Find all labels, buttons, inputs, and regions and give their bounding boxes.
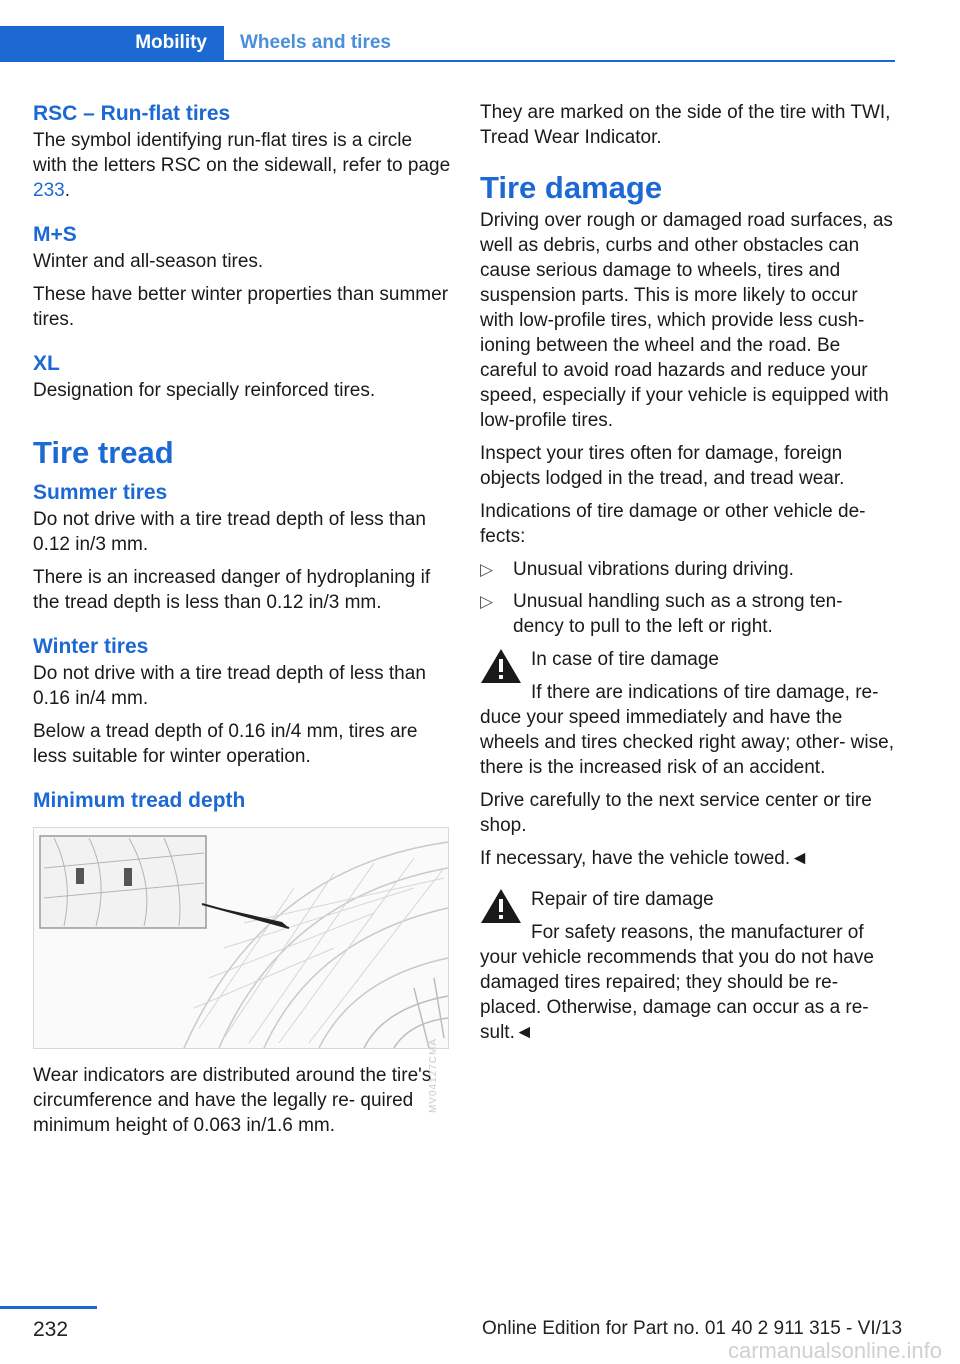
warning-1-paragraph-1: If there are indications of tire damage, re- duce your speed immediately and have the wheels and tires checked right away; other- wise, there is the increased risk of an accident. [480, 682, 894, 778]
warning-tire-damage [480, 647, 894, 879]
list-item: ▷ Unusual handling such as a strong ten- dency to pull to the left or right. [480, 591, 843, 637]
list-item: ▷ Unusual vibrations during driving. [480, 559, 794, 580]
winter-paragraph-1: Do not drive with a tire tread depth of less than 0.16 in/4 mm. [33, 663, 426, 709]
footer-divider [0, 1306, 97, 1309]
min-tread-paragraph: Wear indicators are distributed around the tire's circumference and have the legally re- quired minimum height of 0.063 in/1.6 mm. [33, 1065, 432, 1136]
left-column [33, 100, 451, 1146]
edition-footer: Online Edition for Part no. 01 40 2 911 315 - VI/13 [482, 1318, 903, 1339]
rsc-heading: RSC – Run-flat tires [33, 102, 231, 125]
page-number: 232 [33, 1318, 69, 1341]
damage-paragraph-3: Indications of tire damage or other vehicle de- fects: [480, 501, 866, 547]
warning-triangle-icon [480, 647, 522, 685]
tire-illustration [34, 828, 448, 1048]
ms-paragraph-1: Winter and all-season tires. [33, 251, 264, 272]
rsc-text-a: The symbol identifying run-flat tires is a circle with the letters RSC on the sidewall, refer to page [33, 130, 451, 176]
minimum-tread-depth-heading: Minimum tread depth [33, 789, 246, 812]
right-column [480, 100, 894, 1061]
warning-repair-of-tire-damage [480, 887, 894, 1053]
xl-paragraph: Designation for specially reinforced tires. [33, 380, 376, 401]
figure-code: MV04127CMA [428, 1038, 439, 1114]
site-watermark: carmanualsonline.info [727, 1338, 942, 1363]
page-233-link[interactable]: 233 [33, 180, 65, 201]
twi-paragraph: They are marked on the side of the tire with TWI, Tread Wear Indicator. [480, 102, 891, 148]
header-divider [0, 60, 895, 62]
tire-damage-heading: Tire damage [480, 170, 663, 205]
damage-paragraph-2: Inspect your tires often for damage, foreign objects lodged in the tread, and tread wear. [480, 443, 845, 489]
warning-2-paragraph-1: For safety reasons, the manufacturer of your vehicle recommends that you do not have damaged tires repaired; they should be re- placed. Otherwise, damage can occur as a re- sult.◄ [480, 922, 874, 1043]
damage-paragraph-1: Driving over rough or damaged road surfaces, as well as debris, curbs and other obstacles can cause serious damage to wheels, tires and suspension parts. This is more likely to occur with low-profile tires, which provide less cush- ioning between the wheel and the road. Be careful to avoid road hazards and reduce your speed, especially if your vehicle is equipped with low-profile tires. [480, 210, 893, 431]
summer-paragraph-2: There is an increased danger of hydroplaning if the tread depth is less than 0.12 in/3 mm. [33, 567, 431, 613]
ms-heading: M+S [33, 223, 77, 246]
section-tab-mobility[interactable]: Mobility [0, 26, 224, 60]
warning-1-paragraph-2: Drive carefully to the next service center or tire shop. [480, 790, 872, 836]
triangle-bullet-icon: ▷ [480, 592, 494, 611]
warning-2-title: Repair of tire damage [531, 889, 714, 910]
rsc-text-b: . [64, 180, 70, 201]
tire-tread-heading: Tire tread [33, 435, 174, 470]
winter-tires-heading: Winter tires [33, 635, 149, 658]
xl-heading: XL [33, 352, 60, 375]
winter-paragraph-2: Below a tread depth of 0.16 in/4 mm, tires are less suitable for winter operation. [33, 721, 418, 767]
rsc-paragraph [33, 128, 451, 203]
summer-tires-heading: Summer tires [33, 481, 168, 504]
ms-paragraph-2: These have better winter properties than summer tires. [33, 284, 449, 330]
page-header [0, 26, 895, 62]
triangle-bullet-icon: ▷ [480, 560, 494, 579]
summer-paragraph-1: Do not drive with a tire tread depth of less than 0.12 in/3 mm. [33, 509, 426, 555]
section-tab-wheels-and-tires[interactable]: Wheels and tires [240, 32, 391, 53]
warning-1-paragraph-3: If necessary, have the vehicle towed.◄ [480, 848, 809, 869]
warning-triangle-icon [480, 887, 522, 925]
warning-1-title: In case of tire damage [531, 649, 719, 670]
damage-indications-list [480, 557, 894, 639]
